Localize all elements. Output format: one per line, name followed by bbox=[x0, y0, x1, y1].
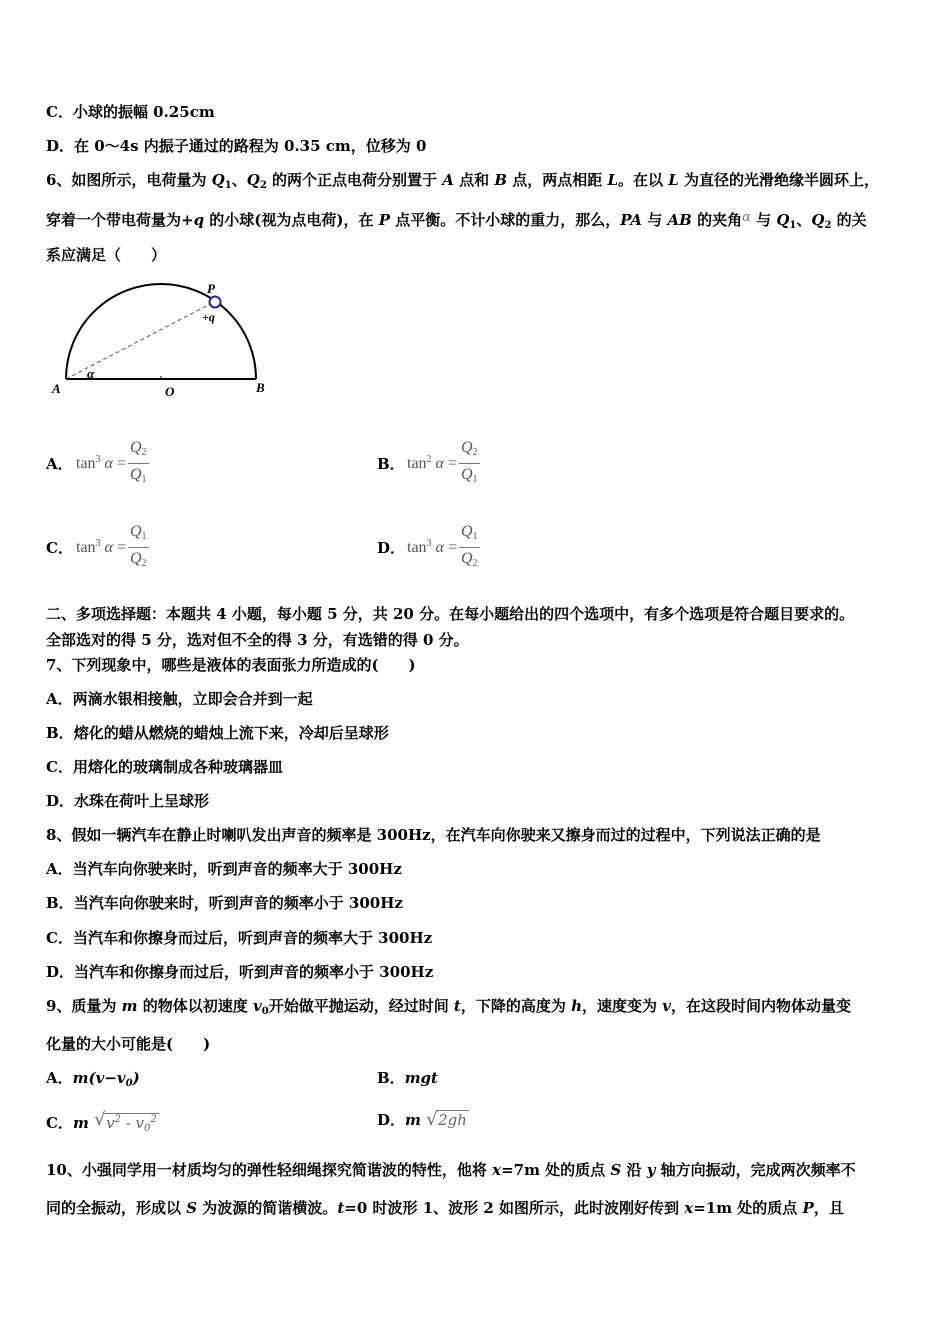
var-q1: Q bbox=[776, 211, 790, 229]
var: α bbox=[435, 455, 444, 473]
sub: 2 bbox=[472, 447, 478, 458]
sub: 2 bbox=[141, 558, 147, 569]
q10-stem-line1 bbox=[46, 1160, 856, 1180]
text: 点，两点相距 bbox=[507, 171, 608, 189]
text: =0 时波形 1、波形 2 如图所示，此时波刚好传到 bbox=[344, 1199, 685, 1217]
option-text: 当汽车向你驶来时，听到声音的频率大于 300Hz bbox=[72, 860, 402, 878]
sub: 1 bbox=[224, 180, 232, 191]
text: ，下降的高度为 bbox=[460, 997, 572, 1015]
func: tan bbox=[407, 539, 427, 557]
text: 9、质量为 bbox=[46, 997, 122, 1015]
func: tan bbox=[407, 455, 427, 473]
q9-option-a bbox=[46, 1068, 140, 1094]
option-label: A． bbox=[46, 455, 73, 474]
var: α bbox=[435, 539, 444, 557]
sub: 2 bbox=[141, 447, 147, 458]
var-h: h bbox=[571, 997, 582, 1015]
sub: 1 bbox=[472, 531, 478, 542]
q9-option-d bbox=[377, 1110, 469, 1130]
q7-option-c bbox=[46, 757, 283, 777]
option-label: D． bbox=[46, 963, 75, 981]
var-alpha: α bbox=[742, 210, 751, 225]
var: α bbox=[104, 539, 113, 557]
den: Q bbox=[129, 466, 142, 483]
var-q2: Q bbox=[811, 211, 825, 229]
func: tan bbox=[76, 455, 96, 473]
sqrt-expression bbox=[94, 1110, 159, 1139]
sub: 1 bbox=[472, 474, 478, 485]
text: 为波源的简谐横波。 bbox=[197, 1199, 338, 1217]
section2-header-line2: 全部选对的得 5 分，选对但不全的得 3 分，有选错的得 0 分。 bbox=[46, 631, 469, 649]
sub: 1 bbox=[141, 474, 147, 485]
label-a: A bbox=[52, 381, 61, 396]
formula bbox=[407, 439, 480, 485]
section2-header-line1: 二、多项选择题：本题共 4 小题，每小题 5 分，共 20 分。在每小题给出的四个选项中，有多个选项是符合题目要求的。 bbox=[46, 605, 855, 623]
var-l: L bbox=[607, 171, 619, 189]
var-v0: v bbox=[253, 997, 262, 1015]
q9-stem-line2: 化量的大小可能是( ) bbox=[46, 1035, 211, 1053]
formula bbox=[76, 523, 149, 569]
text: 同的全振动，形成以 bbox=[46, 1199, 187, 1217]
var: α bbox=[104, 455, 113, 473]
eq: = bbox=[447, 539, 457, 557]
var-s: S bbox=[610, 1161, 622, 1179]
option-text: 在 0～4s 内振子通过的路程为 0.35 cm，位移为 0 bbox=[74, 137, 427, 155]
exp: 2 bbox=[426, 454, 432, 466]
q8-stem: 8、假如一辆汽车在静止时喇叭发出声音的频率是 300Hz，在汽车向你驶来又擦身而过的过程中，下列说法正确的是 bbox=[46, 826, 821, 844]
var-l: L bbox=[668, 171, 679, 189]
text: 的物体以初速度 bbox=[137, 997, 253, 1015]
option-label: C． bbox=[46, 103, 73, 121]
var-y: y bbox=[646, 1161, 656, 1179]
option-label: B． bbox=[377, 455, 405, 474]
q8-option-d bbox=[46, 962, 433, 982]
var-q1: Q bbox=[211, 171, 225, 189]
fraction bbox=[128, 438, 149, 491]
option-label: D． bbox=[377, 1111, 406, 1129]
text: 10、小强同学用一材质均匀的弹性轻细绳探究简谐波的特性，他将 bbox=[46, 1161, 493, 1179]
text: 点和 bbox=[453, 171, 495, 189]
formula bbox=[407, 523, 480, 569]
num: Q bbox=[460, 439, 473, 456]
text: 穿着一个带电荷量为+ bbox=[46, 211, 194, 229]
q6-option-c bbox=[46, 522, 149, 575]
label-b: B bbox=[256, 380, 265, 395]
exp: 2 bbox=[150, 1114, 157, 1125]
exp: 3 bbox=[95, 454, 101, 466]
q7-option-a bbox=[46, 689, 313, 709]
sub: 2 bbox=[259, 180, 267, 191]
sqrt-expression bbox=[426, 1110, 469, 1130]
var-t: t bbox=[337, 1199, 345, 1217]
text: 开始做平抛运动，经过时间 bbox=[268, 997, 454, 1015]
num: Q bbox=[129, 439, 142, 456]
den: Q bbox=[460, 466, 473, 483]
option-label: C． bbox=[46, 758, 73, 776]
q10-stem-line2 bbox=[46, 1198, 844, 1218]
option-label: B． bbox=[46, 724, 74, 742]
q6-stem-line1 bbox=[46, 170, 879, 196]
text: 为直径的光滑绝缘半圆环上， bbox=[678, 171, 880, 189]
var-x: x bbox=[684, 1199, 694, 1217]
text: 与 bbox=[750, 211, 777, 229]
semicircle-figure bbox=[44, 278, 284, 403]
option-label: D． bbox=[46, 792, 75, 810]
q9-option-b bbox=[377, 1068, 438, 1088]
q9-option-c bbox=[46, 1110, 159, 1139]
q8-option-c bbox=[46, 928, 432, 948]
var-q2: Q bbox=[246, 171, 260, 189]
fraction bbox=[459, 438, 480, 491]
var-pa: PA bbox=[620, 211, 643, 229]
formula bbox=[76, 439, 149, 485]
sub: 0 bbox=[144, 1123, 151, 1134]
q6-option-a bbox=[46, 438, 149, 491]
text: 。在以 bbox=[618, 171, 669, 189]
exp: 3 bbox=[95, 538, 101, 550]
text: ，且 bbox=[813, 1199, 844, 1217]
func: tan bbox=[76, 539, 96, 557]
label-q: +q bbox=[202, 310, 215, 324]
sub: 0 bbox=[125, 1078, 133, 1089]
var-m: m bbox=[72, 1114, 89, 1132]
option-label: A． bbox=[46, 860, 73, 878]
option-text: 熔化的蜡从燃烧的蜡烛上流下来，冷却后呈球形 bbox=[73, 724, 389, 742]
option-label: A． bbox=[46, 1069, 73, 1087]
exp: 2 bbox=[114, 1114, 121, 1125]
eq: = bbox=[116, 455, 126, 473]
var-a: A bbox=[442, 171, 454, 189]
option-text: 当汽车和你擦身而过后，听到声音的频率小于 300Hz bbox=[74, 963, 434, 981]
option-label: C． bbox=[46, 539, 73, 558]
rad: - v bbox=[120, 1114, 145, 1132]
sub: 1 bbox=[789, 220, 797, 231]
q5-option-d bbox=[46, 136, 426, 156]
q6-option-d bbox=[377, 522, 480, 575]
var-m: m bbox=[121, 997, 138, 1015]
text: 点平衡。不计小球的重力，那么， bbox=[390, 211, 621, 229]
sqrt-icon: √ bbox=[426, 1109, 438, 1130]
sub: 0 bbox=[261, 1006, 269, 1017]
option-text: 小球的振幅 0.25cm bbox=[72, 103, 215, 121]
var-b: B bbox=[494, 171, 508, 189]
var-x: x bbox=[492, 1161, 502, 1179]
var-s: S bbox=[186, 1199, 198, 1217]
label-alpha: α bbox=[87, 366, 95, 381]
var-ab: AB bbox=[667, 211, 692, 229]
text: 与 bbox=[642, 211, 668, 229]
charge-ball bbox=[210, 297, 221, 308]
label-o: O bbox=[165, 384, 175, 399]
q6-stem-line2 bbox=[46, 208, 867, 236]
option-label: A． bbox=[46, 690, 73, 708]
option-text: 当汽车和你擦身而过后，听到声音的频率大于 300Hz bbox=[72, 929, 433, 947]
option-text: 用熔化的玻璃制成各种玻璃器皿 bbox=[72, 758, 283, 776]
q7-option-b bbox=[46, 723, 389, 743]
q6-option-b bbox=[377, 438, 480, 491]
option-label: D． bbox=[377, 539, 406, 558]
sub: 2 bbox=[824, 220, 832, 231]
var-q: q bbox=[193, 211, 205, 229]
var-p: P bbox=[802, 1199, 814, 1217]
num: Q bbox=[460, 523, 473, 540]
q8-option-b bbox=[46, 893, 403, 913]
text: 的关 bbox=[831, 211, 867, 229]
option-text: 当汽车向你驶来时，听到声音的频率小于 300Hz bbox=[73, 894, 403, 912]
label-p: P bbox=[207, 281, 215, 296]
fraction bbox=[459, 522, 480, 575]
den: Q bbox=[460, 550, 473, 567]
formula: ) bbox=[132, 1069, 140, 1087]
option-text: 水珠在荷叶上呈球形 bbox=[74, 792, 210, 810]
text: ，速度变为 bbox=[582, 997, 663, 1015]
q5-option-c bbox=[46, 102, 215, 122]
option-label: C． bbox=[46, 1114, 73, 1132]
option-label: D． bbox=[46, 137, 75, 155]
option-label: B． bbox=[46, 894, 74, 912]
text: =1m 处的质点 bbox=[693, 1199, 803, 1217]
text: ，在这段时间内物体动量变 bbox=[670, 997, 851, 1015]
text: 的小球(视为点电荷)，在 bbox=[204, 211, 379, 229]
option-text: 两滴水银相接触，立即会合并到一起 bbox=[72, 690, 313, 708]
eq: = bbox=[447, 455, 457, 473]
q7-stem: 7、下列现象中，哪些是液体的表面张力所造成的( ) bbox=[46, 656, 416, 674]
q7-option-d bbox=[46, 791, 209, 811]
q9-stem-line1 bbox=[46, 996, 851, 1022]
sub: 2 bbox=[472, 558, 478, 569]
rad: v bbox=[106, 1114, 115, 1132]
den: Q bbox=[129, 550, 142, 567]
var-p: P bbox=[378, 211, 390, 229]
text: 、 bbox=[231, 171, 247, 189]
exp: 3 bbox=[426, 538, 432, 550]
eq: = bbox=[116, 539, 126, 557]
formula: mgt bbox=[404, 1069, 438, 1087]
sqrt-icon: √ bbox=[94, 1109, 106, 1130]
text: 6、如图所示，电荷量为 bbox=[46, 171, 212, 189]
rad: 2gh bbox=[438, 1111, 467, 1129]
q6-stem-line3: 系应满足（ ） bbox=[46, 246, 167, 264]
var-t: t bbox=[453, 997, 461, 1015]
text: 的两个正点电荷分别置于 bbox=[266, 171, 443, 189]
num: Q bbox=[129, 523, 142, 540]
option-label: C． bbox=[46, 929, 73, 947]
text: =7m 处的质点 bbox=[501, 1161, 611, 1179]
text: 的夹角 bbox=[691, 211, 743, 229]
var-v: v bbox=[662, 997, 671, 1015]
option-label: B． bbox=[377, 1069, 405, 1087]
var-m: m bbox=[405, 1111, 421, 1129]
fraction bbox=[128, 522, 149, 575]
formula: m(v−v bbox=[72, 1069, 126, 1087]
q8-option-a bbox=[46, 859, 402, 879]
sub: 1 bbox=[141, 531, 147, 542]
text: 沿 bbox=[621, 1161, 647, 1179]
text: 、 bbox=[796, 211, 812, 229]
text: 轴方向振动，完成两次频率不 bbox=[655, 1161, 856, 1179]
semicircle-arc bbox=[66, 284, 256, 379]
